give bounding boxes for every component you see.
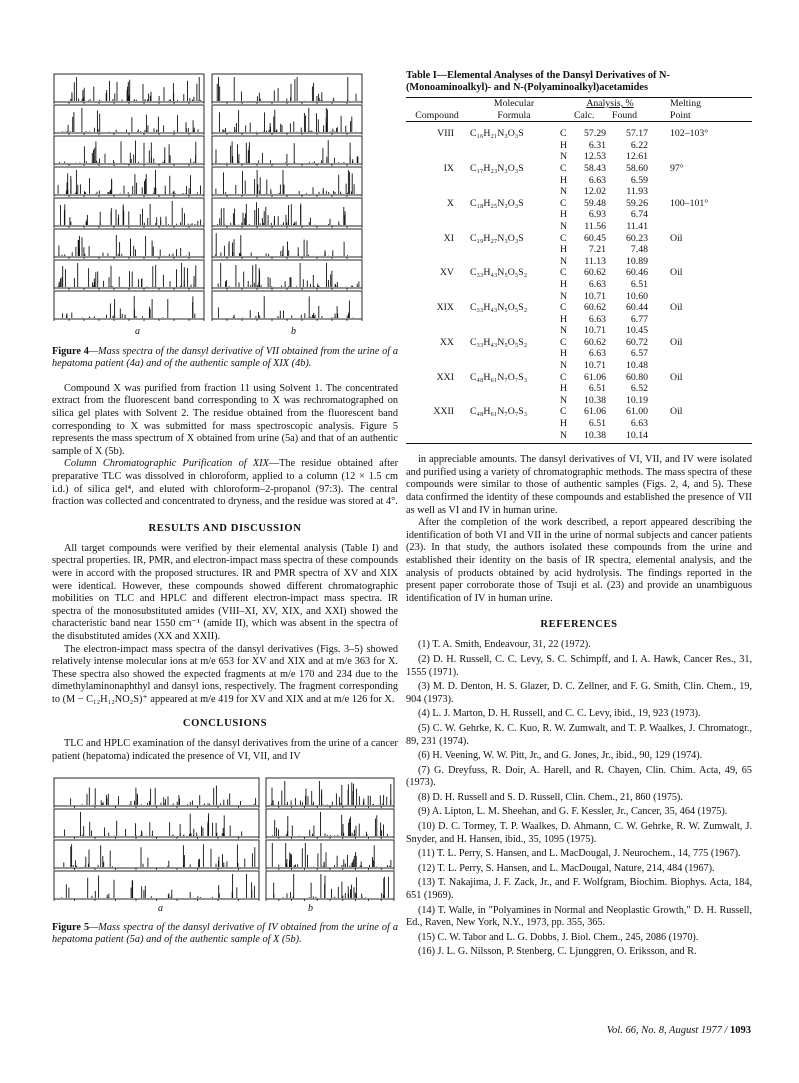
cell-melting-point [660,140,752,152]
cell-calc: 6.31 [588,139,606,151]
cell-compound [406,395,468,407]
cell-compound [406,314,468,326]
cell-element: H [560,313,568,325]
cell-melting-point [660,418,752,430]
reference-item: (16) J. L. G. Nilsson, P. Stenberg, C. Ljunggren, O. Eriksson, and R. [418,946,697,958]
left-column [52,70,398,946]
cell-found: 6.52 [630,383,648,395]
cell-melting-point: 102–103° [670,128,709,140]
cell-found: 6.77 [630,313,648,325]
cell-calc: 60.45 [583,232,606,244]
spectrum-strip [54,198,204,228]
cell-calc: 61.06 [583,406,606,418]
cell-element: C [560,267,567,279]
cell-melting-point [660,360,752,372]
table-row [406,244,752,256]
cell-formula [468,360,560,372]
spectrum-frame [54,291,204,319]
spectrum-frame [212,260,362,288]
cell-found: 7.48 [630,244,648,256]
spectrum-strip [212,291,362,321]
cell-element: H [560,278,568,290]
cell-found: 6.74 [630,209,648,221]
spectrum-strip [54,871,259,901]
cell-element: H [560,383,568,395]
table-row [406,128,752,140]
cell-calc: 57.29 [583,128,606,140]
cell-calc: 6.51 [588,418,606,430]
header-found: Found [612,109,638,121]
spectrum-frame [54,105,204,133]
table-row [406,302,752,314]
cell-found: 60.23 [625,232,648,244]
cell-calc: 60.62 [583,302,606,314]
cell-found: 10.48 [625,360,648,372]
spectrum-frame [212,167,362,195]
cell-formula: C₃₃H₄₃N₅O₅S₂ [470,302,528,314]
cell-formula [468,279,560,291]
cell-calc: 11.13 [584,255,606,267]
reference-item: (14) T. Walle, in "Polyamines in Normal and Neoplastic Growth," D. H. Russell, Ed., Raven, New York, N.Y., 1973, pp. 355, 365. [406,904,752,929]
reference-item: (8) D. H. Russell and S. D. Russell, Clin. Chem., 21, 860 (1975). [418,791,683,803]
cell-element: N [560,186,568,198]
spectrum-strip [212,136,362,166]
cell-found: 6.59 [630,174,648,186]
table-row [406,337,752,349]
reference-item: (12) T. L. Perry, S. Hansen, and L. MacDougal, Nature, 214, 484 (1967). [418,862,715,874]
cell-found: 6.63 [630,418,648,430]
cell-found: 10.19 [625,394,648,406]
table-row [406,418,752,430]
cell-element: H [560,418,568,430]
figure-4-caption-text: —Mass spectra of the dansyl derivative of VII obtained from the urine of a hepatoma patient (4a) and of the authentic sample of XIX (4b). [52,346,399,370]
cell-formula: C₁₆H₂₁N₃O₃S [470,128,524,140]
spectrum-frame [54,778,259,806]
page-footer [607,1025,751,1036]
cell-calc: 58.43 [583,162,606,174]
table-row [406,395,752,407]
figure-4-panel-a-label: a [135,326,140,337]
spectrum-frame [266,840,394,868]
cell-element: N [560,325,568,337]
header-formula-top: Molecular [493,98,535,109]
figure-5-caption-text: —Mass spectra of the dansyl derivative of IV obtained from the urine of a hepatoma patient (5a) and of the authentic sample of X (5b). [52,921,398,946]
spectrum-strip [54,809,259,839]
cell-element: N [560,220,568,232]
spectrum-strip [54,105,204,135]
cell-melting-point: Oil [670,232,683,244]
cell-element: N [560,290,568,302]
cell-found: 6.57 [630,348,648,360]
reference-item: (1) T. A. Smith, Endeavour, 31, 22 (1972). [418,639,591,651]
cell-formula: C₄₈H₆₁N₇O₇S₃ [470,406,528,418]
cell-calc: 10.71 [583,360,606,372]
cell-melting-point: Oil [670,336,683,348]
footer-page-number: 1093 [730,1025,751,1036]
spectrum-strip [212,198,362,228]
cell-compound [406,348,468,360]
paragraph-compound-x: Compound X was purified from fraction 11 using Solvent 1. The concentrated extract from the fluorescent band corresponding to X was rechromatographed on silica gel plates with Solvent 2. The residue obtained from the fluorescent band corresponding to X was submitted for mass spectroscopic analysis. Figure 5 represents the mass spectrum of X obtained from urine (5a) and that of an authentic sample of X (5b). [52,382,398,457]
table-row [406,348,752,360]
table-row [406,209,752,221]
paragraph-column-text: —The residue obtained after preparative TLC was dissolved in chloroform, applied to a column (12 × 1.5 cm i.d.) of silica gel⁴, and eluted with chloroform–2-propanol (97:3). The central fraction was collected and concentrated to dryness, and the residue was stored at 4°. [52,458,398,508]
reference-item: (15) C. W. Tabor and L. G. Dobbs, J. Biol. Chem., 245, 2086 (1970). [418,931,699,943]
right-column [406,70,752,959]
paragraph-conclusions: TLC and HPLC examination of the dansyl derivatives from the urine of a cancer patient (hepatoma) indicated the presence of VI, VII, and IV [52,738,398,763]
cell-found: 6.51 [630,278,648,290]
cell-calc: 11.56 [584,220,606,232]
cell-melting-point [660,383,752,395]
cell-element: C [560,162,567,174]
paragraph-right-1: in appreciable amounts. The dansyl derivatives of VI, VII, and IV were isolated and purified using a variety of chromatographic methods. The mass spectra of these compounds were similar to those of authentic samples (Figs. 2, 4, and 5). These data confirmed the identity of these compounds and established the presence of VII as well as VI and IV in human urine. [406,454,752,516]
cell-formula [468,348,560,360]
cell-melting-point: Oil [670,371,683,383]
cell-found: 10.89 [625,255,648,267]
cell-found: 60.80 [625,371,648,383]
cell-element: N [560,255,568,267]
spectrum-strip [54,74,204,104]
cell-melting-point [660,209,752,221]
cell-compound [406,209,468,221]
cell-found: 10.14 [625,429,648,441]
cell-formula: C₁₇H₂₃N₃O₃S [470,162,524,174]
cell-found: 57.17 [625,128,648,140]
cell-formula [468,314,560,326]
cell-element: N [560,151,568,163]
table-row [406,186,752,198]
cell-element: N [560,394,568,406]
cell-formula: C₁₈H₂₅N₃O₃S [470,197,524,209]
table-1-title: Table I—Elemental Analyses of the Dansyl Derivatives of N-(Monoaminoalkyl)- and N-(Polyaminoalkyl)acetamides [406,70,670,93]
table-1 [406,98,752,441]
cell-calc: 6.63 [588,174,606,186]
cell-calc: 12.53 [583,151,606,163]
table-row [406,430,752,442]
cell-calc: 10.38 [583,429,606,441]
cell-found: 10.60 [625,290,648,302]
table-row [406,360,752,372]
table-row [406,163,752,175]
cell-found: 59.26 [625,197,648,209]
cell-compound: XX [439,336,454,348]
cell-found: 12.61 [625,151,648,163]
cell-found: 60.44 [625,302,648,314]
cell-melting-point [660,186,752,198]
paragraph-results-1: All target compounds were verified by their elemental analysis (Table I) and spectral properties. IR, PMR, and electron-impact mass spectra of these compounds were in accord with the proposed structures. IR and PMR spectra of XV and XIX were identical. However, these compounds showed different chromatographic mobilities on TLC and HPLC and different electron-impact mass spectra. IR spectra of the monosubstituted amides (VIII–XI, XV, XIX, and XXI) showed the characteristic band near 1550 cm⁻¹ (amide II), which was absent in the spectra of the disubstituted amides (XX and XXII). [52,542,398,642]
cell-melting-point [660,221,752,233]
cell-element: C [560,371,567,383]
header-mp-bottom: Point [670,109,691,121]
reference-item: (2) D. H. Russell, C. C. Levy, S. C. Schimpff, and I. A. Hawk, Cancer Res., 31, 1555 (1971). [406,653,752,678]
cell-calc: 12.02 [583,186,606,198]
cell-formula [468,209,560,221]
spectrum-strip [212,260,362,290]
table-row [406,325,752,337]
cell-compound [406,430,468,442]
spectrum-strip [266,871,394,901]
cell-element: N [560,360,568,372]
table-row [406,175,752,187]
reference-item: (13) T. Nakajima, J. F. Zack, Jr., and F. Wolfgram, Biochim. Biophys. Acta, 184, 651 (1969). [406,877,752,902]
spectrum-strip [212,105,362,135]
cell-formula [468,325,560,337]
cell-calc: 6.51 [588,383,606,395]
cell-melting-point: 100–101° [670,197,709,209]
spectrum-frame [54,809,259,837]
cell-formula [468,430,560,442]
figure-4-caption [52,346,398,371]
cell-element: C [560,197,567,209]
table-row [406,291,752,303]
cell-found: 10.45 [625,325,648,337]
cell-melting-point [660,291,752,303]
cell-formula [468,151,560,163]
cell-calc: 10.71 [583,290,606,302]
cell-compound [406,383,468,395]
paragraph-right-2: After the completion of the work described, a report appeared describing the identification of both VI and VII in the urine of normal subjects and cancer patients (23). In that study, the authors isolated these compounds from the urine and established their identity on the basis of IR spectra, elemental analysis, and the analysis of products obtained by acid hydrolysis. The findings reported in the present paper corroborate those of Tsuji et al. (23) and provide an unambiguous identification of IV in human urine. [406,517,752,604]
cell-compound: XV [439,267,454,279]
cell-formula [468,383,560,395]
paragraph-results-2: The electron-impact mass spectra of the dansyl derivatives (Figs. 3–5) showed relatively intense molecular ions at m/e 653 for XV and XIX and at m/e 363 for X. These spectra also showed the expected fragments at m/e 170 and 234 due to the dimethylaminonaphthyl and dansyl ions, respectively. The fragment corresponding to (M − C₁₂H₁₂NO₂S)⁺ appeared at m/e 419 for XV and XIX and at m/e 126 for X. [52,643,398,705]
cell-formula: C₁₉H₂₇N₃O₃S [470,232,524,244]
header-formula-bottom: Formula [497,109,531,121]
cell-formula: C₃₃H₄₃N₅O₅S₂ [470,267,528,279]
cell-melting-point [660,314,752,326]
figure-5-spectra [52,774,398,908]
spectrum-strip [266,778,394,808]
table-row [406,383,752,395]
header-analysis: Analysis, % [586,98,634,109]
cell-melting-point [660,430,752,442]
cell-found: 6.22 [630,139,648,151]
cell-melting-point [660,279,752,291]
cell-formula [468,140,560,152]
cell-compound: XIX [436,302,454,314]
cell-compound: XXI [436,371,454,383]
spectrum-strip [54,260,204,290]
cell-calc: 7.21 [588,244,606,256]
heading-references: REFERENCES [540,619,618,631]
cell-element: C [560,302,567,314]
header-mp-top: Melting [670,98,702,109]
cell-found: 60.72 [625,336,648,348]
cell-element: H [560,174,568,186]
reference-item: (5) C. W. Gehrke, K. C. Kuo, R. W. Zumwalt, and T. P. Waalkes, J. Chromatogr., 89, 231 (1974). [406,722,752,747]
cell-element: H [560,348,568,360]
figure-5-caption [52,922,398,947]
spectrum-strip [54,136,204,166]
cell-calc: 59.48 [583,197,606,209]
cell-melting-point [660,395,752,407]
footer-journal: Vol. 66, No. 8, August 1977 / [606,1025,730,1036]
cell-formula [468,256,560,268]
table-row [406,221,752,233]
cell-found: 11.41 [626,220,648,232]
cell-melting-point: Oil [670,302,683,314]
cell-formula [468,244,560,256]
cell-found: 58.60 [625,162,648,174]
cell-compound [406,221,468,233]
table-1-body [406,128,752,441]
figure-5-panel-b-label: b [308,902,313,914]
cell-formula [468,418,560,430]
spectrum-strip [54,840,259,870]
cell-compound [406,244,468,256]
cell-melting-point [660,325,752,337]
spectrum-strip [212,229,362,259]
cell-found: 60.46 [625,267,648,279]
cell-found: 11.93 [626,186,648,198]
figure-4 [52,70,398,342]
cell-formula [468,175,560,187]
table-row [406,267,752,279]
table-row [406,140,752,152]
table-row [406,198,752,210]
cell-element: C [560,232,567,244]
figure-4-caption-label: Figure 4 [52,346,89,357]
cell-compound: XI [443,232,454,244]
cell-melting-point [660,175,752,187]
cell-compound [406,175,468,187]
cell-compound: IX [443,162,454,174]
cell-element: H [560,209,568,221]
references-list [406,639,752,959]
figure-5-panel-a-label: a [158,902,163,914]
cell-compound [406,291,468,303]
table-row [406,233,752,245]
cell-formula: C₃₃H₄₃N₅O₅S₂ [470,336,528,348]
spectrum-strip [266,840,394,870]
cell-melting-point: 97° [670,162,684,174]
spectrum-frame [266,871,394,899]
cell-compound: XXII [433,406,454,418]
cell-formula [468,186,560,198]
cell-compound [406,151,468,163]
table-row [406,256,752,268]
table-row [406,406,752,418]
cell-compound [406,279,468,291]
cell-element: C [560,336,567,348]
figure-4-panel-b-label: b [291,326,296,337]
cell-compound [406,325,468,337]
cell-formula: C₄₈H₆₁N₇O₇S₃ [470,371,528,383]
cell-formula [468,221,560,233]
reference-item: (3) M. D. Denton, H. S. Glazer, D. C. Zellner, and F. G. Smith, Clin. Chem., 19, 904 (1973). [406,681,752,705]
cell-melting-point [660,244,752,256]
cell-calc: 10.38 [583,394,606,406]
cell-element: C [560,128,567,140]
cell-calc: 10.71 [583,325,606,337]
reference-item: (9) A. Lipton, L. M. Sheehan, and G. F. Kessler, Jr., Cancer, 35, 464 (1975). [418,806,728,818]
cell-compound [406,256,468,268]
cell-melting-point: Oil [670,406,683,418]
spectrum-strip [54,167,204,197]
figure-5 [52,774,398,920]
table-row [406,372,752,384]
table-row [406,151,752,163]
table-1-bottom-rule [406,443,752,444]
table-row [406,314,752,326]
heading-conclusions: CONCLUSIONS [182,718,268,730]
figure-5-caption-label: Figure 5 [52,921,90,933]
cell-calc: 6.93 [588,209,606,221]
figure-4-spectra [52,70,398,330]
cell-found: 61.00 [625,406,648,418]
reference-item: (11) T. L. Perry, S. Hansen, and L. MacDougal, J. Neurochem., 14, 775 (1967). [418,848,741,860]
spectrum-strip [54,291,204,321]
spectrum-strip [212,167,362,197]
cell-compound [406,360,468,372]
cell-compound [406,186,468,198]
cell-compound [406,418,468,430]
spectrum-frame [54,229,204,257]
reference-item: (10) D. C. Tormey, T. P. Waalkes, D. Ahmann, C. W. Gehrke, R. W. Zumwalt, J. Snyder, and H. Hansen, ibid., 35, 1095 (1975). [406,821,752,845]
cell-melting-point: Oil [670,267,683,279]
table-row [406,279,752,291]
cell-element: H [560,139,568,151]
cell-element: H [560,244,568,256]
spectrum-frame [54,136,204,164]
cell-compound [406,140,468,152]
cell-element: N [560,429,568,441]
spectrum-strip [54,778,259,808]
cell-melting-point [660,256,752,268]
spectrum-strip [54,229,204,259]
cell-calc: 61.06 [583,371,606,383]
cell-calc: 60.62 [583,267,606,279]
spectrum-frame [54,871,259,899]
cell-melting-point [660,151,752,163]
paragraph-column-chromatography [52,458,398,508]
spectrum-frame [212,229,362,257]
spectrum-frame [54,840,259,868]
cell-melting-point [660,348,752,360]
paragraph-lead-title: Column Chromatographic Purification of XIX [64,458,269,470]
cell-compound: X [446,197,454,209]
spectrum-strip [212,74,362,104]
spectrum-frame [266,809,394,837]
cell-formula [468,395,560,407]
heading-results-discussion: RESULTS AND DISCUSSION [148,522,302,534]
header-calc: Calc. [574,109,595,121]
header-compound: Compound [415,109,459,121]
cell-calc: 6.63 [588,278,606,290]
cell-calc: 60.62 [583,336,606,348]
reference-item: (4) L. J. Marton, D. H. Russell, and C. C. Levy, ibid., 19, 923 (1973). [418,708,701,720]
reference-item: (6) H. Veening, W. W. Pitt, Jr., and G. Jones, Jr., ibid., 90, 129 (1974). [418,750,703,762]
cell-formula [468,291,560,303]
cell-calc: 6.63 [588,348,606,360]
cell-element: C [560,406,567,418]
reference-item: (7) G. Dreyfuss, R. Doir, A. Harell, and R. Chayen, Clin. Chim. Acta, 49, 65 (1973). [406,764,752,789]
cell-calc: 6.63 [588,313,606,325]
cell-compound: VIII [437,128,454,140]
spectrum-strip [266,809,394,839]
